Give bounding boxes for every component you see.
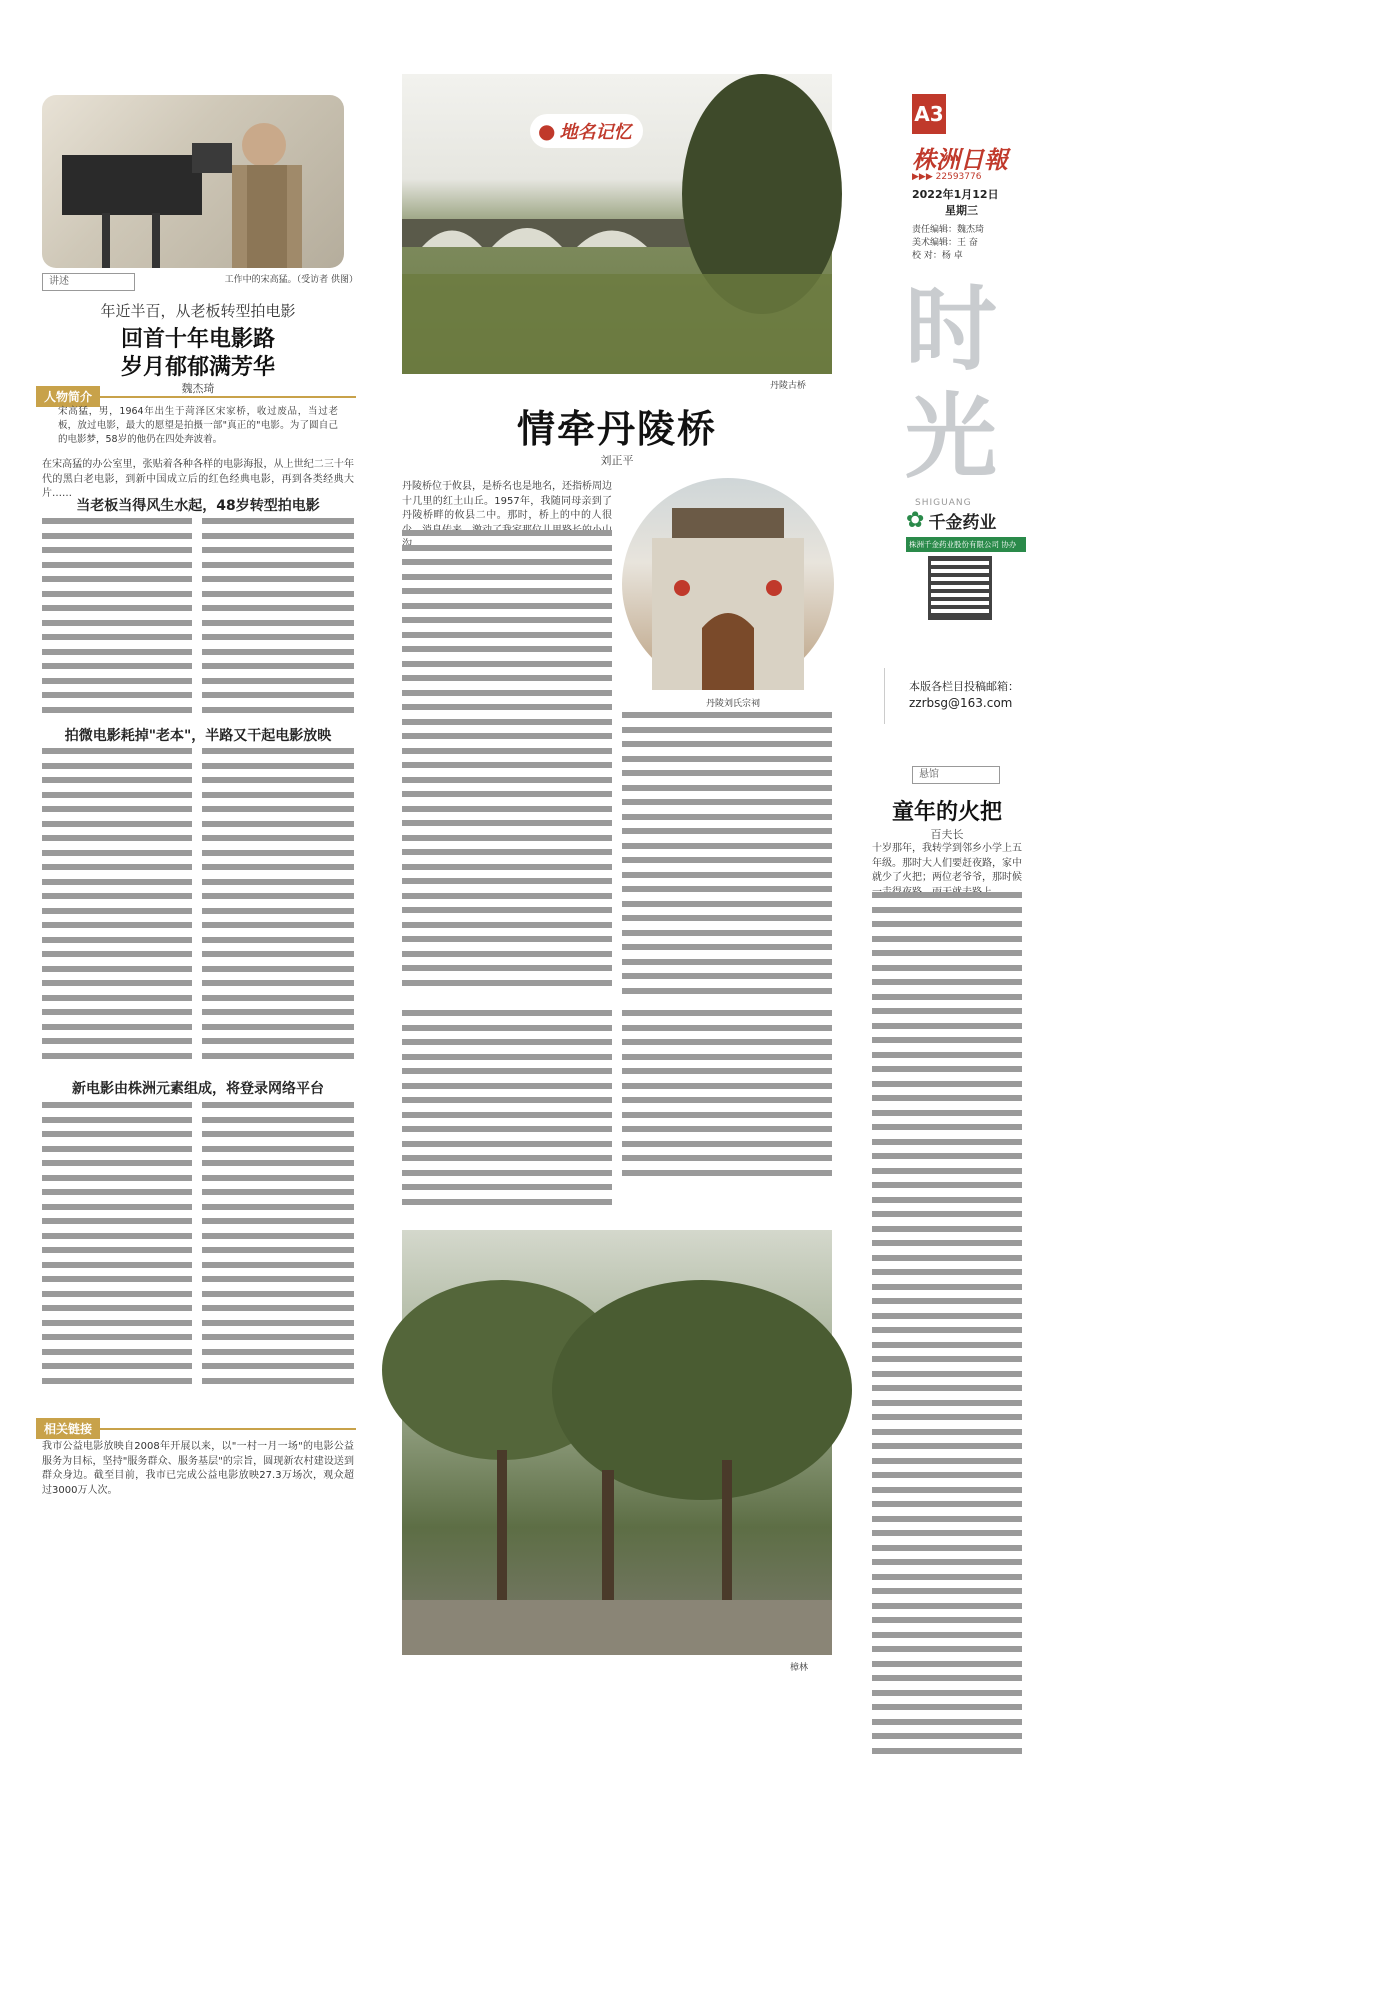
map-pin-icon: ● (538, 119, 556, 143)
left-subhead-2: 拍微电影耗掉"老本"，半路又干起电影放映 (64, 728, 332, 744)
column-tag-label: 讲述 (49, 276, 69, 287)
left-body-block-2 (202, 518, 354, 718)
paper-name: 株洲日報 (912, 145, 1008, 174)
editors-list (912, 224, 984, 263)
section-pinyin: SHIGUANG (915, 498, 972, 508)
qr-code (928, 556, 992, 620)
right-lead-text: 十岁那年，我转学到邻乡小学上五年级。那时大人们要赶夜路，家中就少了火把；两位老爷爷，那时候 (872, 843, 1022, 883)
forest-illustration (402, 1230, 832, 1655)
left-body-block-4 (202, 748, 354, 1068)
left-title-line1: 回首十年电影路 (120, 327, 275, 352)
section-title (905, 275, 1015, 491)
left-kicker: 年近半百，从老板转型拍电影 (100, 302, 296, 320)
left-body-block-3 (42, 748, 192, 1068)
column-tag-jiangshu (42, 273, 135, 291)
right-column-tag (912, 766, 1000, 784)
center-lead-text: 丹陵桥位于攸县，是桥名也是地名，还指桥周边十几里的红土山丘。1957年，我随同母亲到了丹陵桥畔的攸县二中。那时，桥上的中的人很 (402, 481, 612, 521)
sponsor-mark-icon: ✿ (906, 508, 925, 533)
ancestral-hall-round-photo (622, 478, 834, 690)
left-photo-caption: 工作中的宋高猛。（受访者 供图） (224, 275, 358, 285)
masthead-phone (912, 172, 981, 182)
profile-text: 宋高猛，男，1964年出生于菏泽区宋家桥，收过废品，当过老板，放过电影，最大的愿望是拍摄一部"真正的"电影。为了圆自己的电影梦，58岁的他仍在四处奔波着。 (58, 406, 338, 445)
center-title: 情牵丹陵桥 (516, 407, 717, 451)
sponsor-name: 千金药业 (928, 513, 997, 533)
editor-line: 责任编辑：魏杰琦 (912, 225, 985, 235)
editor-line: 美术编辑：王 奋 (912, 238, 978, 248)
center-body-block-4 (622, 1010, 832, 1220)
right-title: 童年的火把 (891, 800, 1002, 825)
left-body-block-1 (42, 518, 192, 718)
left-subhead-3: 新电影由株洲元素组成，将登录网络平台 (72, 1081, 324, 1097)
camphor-forest-photo (402, 1230, 832, 1655)
right-body-block (872, 892, 1022, 1802)
center-author: 刘正平 (600, 454, 634, 467)
sponsor-logo (906, 508, 996, 533)
sponsor-note: 株洲千金药业股份有限公司 协办 (906, 537, 1026, 552)
related-tag: 相关链接 (36, 1418, 100, 1439)
cameraman-illustration (42, 95, 344, 268)
phone-number: 22593776 (935, 172, 982, 182)
left-author: 魏杰琦 (181, 382, 215, 395)
bridge-photo (402, 74, 832, 374)
left-intro-text: 在宋高猛的办公室里，张贴着各种各样的电影海报，从上世纪二三十年代的黑白老电影，到新中国成立后的红色经典电影，再到各类经典大片…… (42, 459, 354, 499)
left-body-block-6 (202, 1102, 354, 1392)
left-title-line2: 岁月郁郁满芳华 (120, 355, 275, 380)
submission-label: 本版各栏目投稿邮箱： (909, 680, 1019, 693)
related-text: 我市公益电影放映自2008年开展以来，以"一村一月一场"的电影公益服务为目标，坚持"服务群众、服务基层"的宗旨，圆现新农村建设送到群众身边。截至目前，我市已完成公益电影放映27.3万场次，观众超过3000万人次。 (42, 1441, 354, 1496)
issue-date: 2022年1月12日 (912, 188, 999, 201)
bridge-caption: 丹陵古桥 (770, 381, 807, 391)
section-title-text: 时光 (905, 275, 998, 491)
phone-arrow-icon: ▶▶▶ (912, 172, 933, 182)
left-body-block-5 (42, 1102, 192, 1392)
center-body-block-1 (402, 530, 612, 1000)
cameraman-photo (42, 95, 344, 268)
place-memory-logo (530, 114, 643, 148)
right-author: 百夫长 (930, 828, 964, 841)
hall-illustration (622, 478, 834, 690)
center-body-block-3 (402, 1010, 612, 1220)
left-subhead-1: 当老板当得风生水起，48岁转型拍电影 (76, 498, 320, 514)
place-memory-logo-text: 地名记忆 (559, 122, 632, 143)
page-number-badge (912, 94, 946, 134)
center-body-block-2 (622, 712, 832, 1002)
editor-line: 校 对：杨 卓 (912, 251, 963, 261)
issue-weekday: 星期三 (945, 204, 978, 217)
forest-caption: 樟林 (790, 1663, 809, 1673)
hall-caption: 丹陵刘氏宗祠 (706, 699, 761, 709)
submission-email[interactable]: zzrbsg@163.com (909, 696, 1013, 710)
submission-box (884, 668, 1021, 724)
profile-tag: 人物简介 (36, 386, 100, 407)
right-column-tag-label: 悬馆 (919, 769, 939, 780)
page-number: A3 (914, 102, 944, 126)
